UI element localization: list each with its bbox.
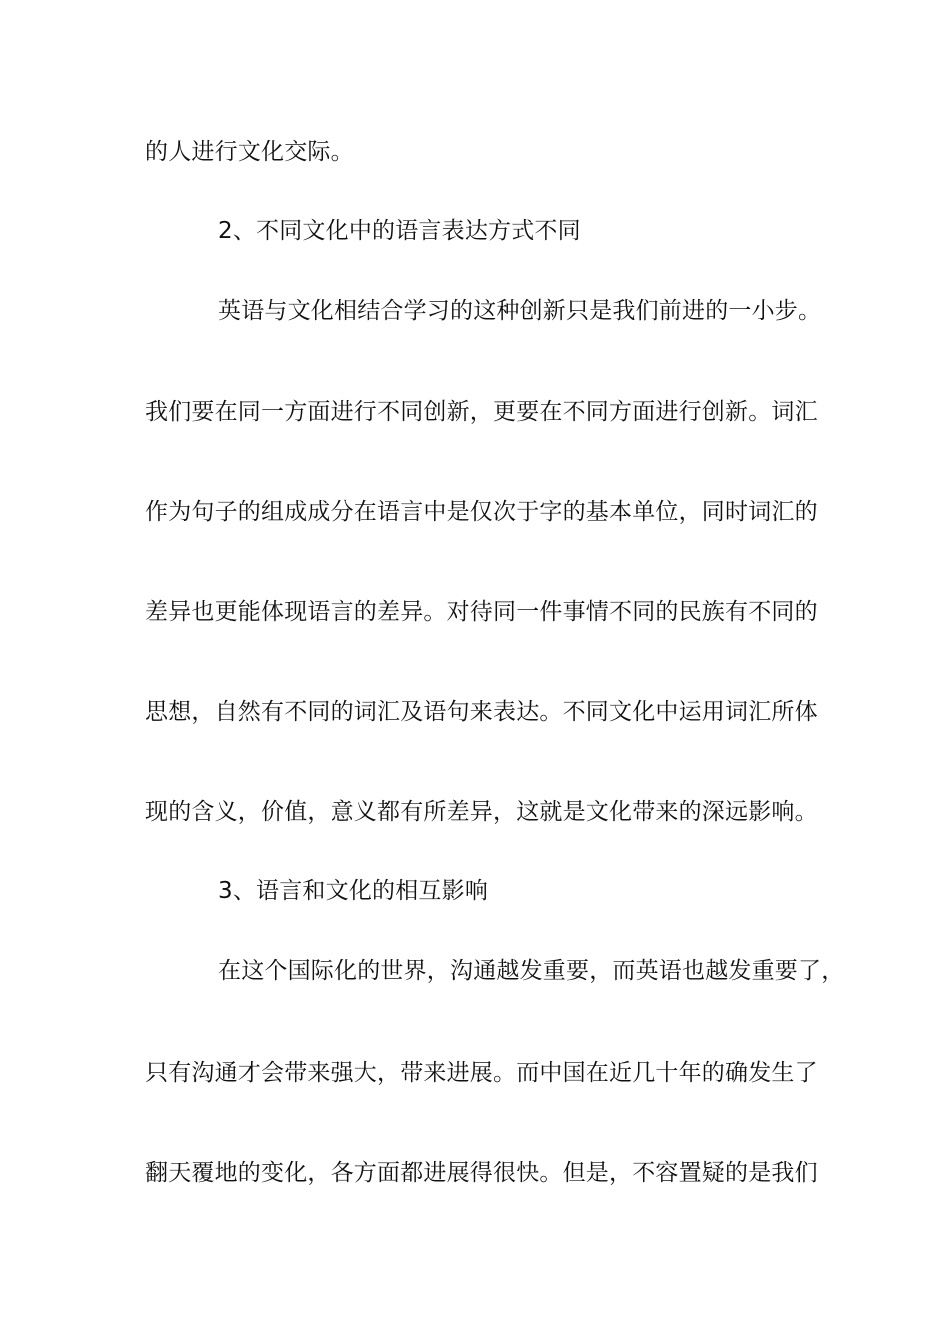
paragraph-line: 英语与文化相结合学习的这种创新只是我们前进的一小步。 <box>218 298 822 324</box>
paragraph-line: 只有沟通才会带来强大，带来进展。而中国在近几十年的确发生了 <box>145 1060 818 1086</box>
section-heading-2: 2、不同文化中的语言表达方式不同 <box>218 218 581 244</box>
paragraph-line: 翻天覆地的变化，各方面都进展得很快。但是，不容置疑的是我们 <box>145 1160 818 1186</box>
paragraph-line: 作为句子的组成成分在语言中是仅次于字的基本单位，同时词汇的 <box>145 499 818 525</box>
section-heading-3: 3、语言和文化的相互影响 <box>218 878 489 904</box>
paragraph-line: 在这个国际化的世界，沟通越发重要，而英语也越发重要了， <box>218 958 845 984</box>
paragraph-line: 我们要在同一方面进行不同创新，更要在不同方面进行创新。词汇 <box>145 399 818 425</box>
paragraph-line: 思想，自然有不同的词汇及语句来表达。不同文化中运用词汇所体 <box>145 699 818 725</box>
paragraph-continuation-line: 的人进行文化交际。 <box>145 139 354 165</box>
paragraph-line: 现的含义，价值，意义都有所差异，这就是文化带来的深远影响。 <box>145 799 818 825</box>
paragraph-line: 差异也更能体现语言的差异。对待同一件事情不同的民族有不同的 <box>145 599 818 625</box>
